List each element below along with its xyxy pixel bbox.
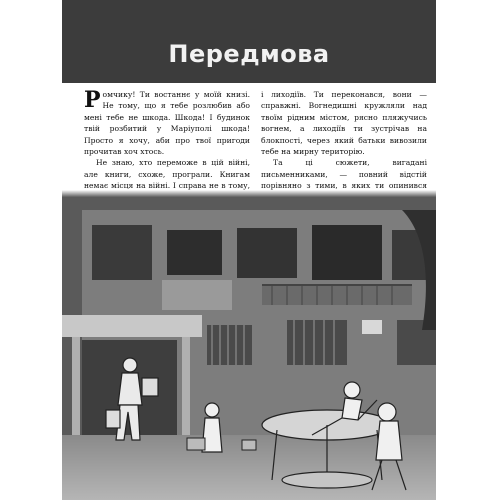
text-column-right bbox=[261, 89, 427, 203]
paragraph bbox=[84, 89, 250, 157]
paragraph: Не знаю, хто переможе в цій війні, але книги, схоже, програли. Книгам немає місця на війні. І справа не в тому, bbox=[84, 158, 250, 191]
drop-cap: Р bbox=[84, 87, 101, 113]
paragraph-text: омчику! Ти востаннє у моїй книзі. Не тому, що я тебе розлюбив або мені тебе не шкода. Шкода! І будинок твій розбитий у Маріуполі шкода! Просто я хочу, аби про твої пригоди прочитав хоч хтось. bbox=[84, 90, 250, 157]
book-page bbox=[62, 0, 436, 500]
page-title: Передмова bbox=[168, 40, 330, 68]
paragraph: Та ці сюжети, вигадані письменниками, — повний відстій порівняно з тими, в яких ти опинився bbox=[261, 158, 427, 191]
paragraph: і лиходіїв. Ти переконався, вони — справжні. Вогнедишні кружляли над твоїм рідним містом, рясно пляжучись вогнем, а лиходіїв ти зустрічав на блокпості, через який батьки вивозили тебе на мирну територію. bbox=[261, 90, 427, 157]
ruined-building-illustration bbox=[62, 190, 436, 500]
